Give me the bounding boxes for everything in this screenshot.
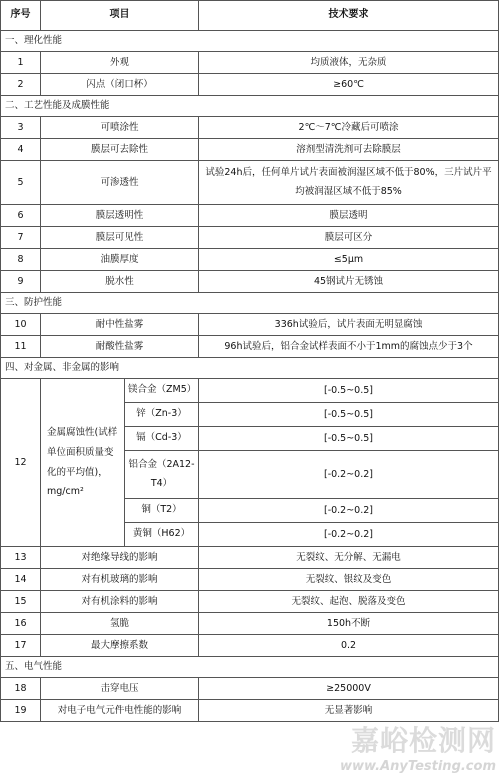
row-num: 2 — [1, 74, 41, 96]
metal-name: 镉（Cd-3） — [125, 427, 199, 451]
row-item: 对绝缘导线的影响 — [41, 547, 199, 569]
row-req: 膜层可区分 — [199, 227, 499, 249]
row-req: ≤5μm — [199, 249, 499, 271]
row-num: 7 — [1, 227, 41, 249]
metal-req: [-0.2~0.2] — [199, 523, 499, 547]
section-title: 五、电气性能 — [1, 657, 499, 678]
row-num: 12 — [1, 379, 41, 547]
section-title: 一、理化性能 — [1, 31, 499, 52]
row-item: 耐中性盐雾 — [41, 314, 199, 336]
row-item: 对有机涂料的影响 — [41, 591, 199, 613]
table-row — [1, 205, 499, 227]
table-row — [1, 336, 499, 358]
row-req: 无裂纹、起泡、脱落及变色 — [199, 591, 499, 613]
row-num: 14 — [1, 569, 41, 591]
header-req: 技术要求 — [199, 1, 499, 31]
metal-req: [-0.5~0.5] — [199, 379, 499, 403]
watermark-en: www.AnyTesting.com — [339, 759, 496, 774]
metal-req: [-0.2~0.2] — [199, 499, 499, 523]
row-item: 最大摩擦系数 — [41, 635, 199, 657]
row-req: 均质液体，无杂质 — [199, 52, 499, 74]
row-item: 对电子电气元件电性能的影响 — [41, 700, 199, 722]
section-row — [1, 293, 499, 314]
row-num: 6 — [1, 205, 41, 227]
table-row — [1, 635, 499, 657]
metal-name: 铜（T2） — [125, 499, 199, 523]
row-req: ≥25000V — [199, 678, 499, 700]
row-req: 无显著影响 — [199, 700, 499, 722]
row-item: 氢脆 — [41, 613, 199, 635]
table-row — [1, 591, 499, 613]
header-item: 项目 — [41, 1, 199, 31]
table-row — [1, 678, 499, 700]
table-row — [1, 74, 499, 96]
row-item: 可喷涂性 — [41, 117, 199, 139]
header-num: 序号 — [1, 1, 41, 31]
row-num: 3 — [1, 117, 41, 139]
section-title: 二、工艺性能及成膜性能 — [1, 96, 499, 117]
row-item: 闪点（闭口杯） — [41, 74, 199, 96]
watermark — [340, 719, 496, 774]
row-req: 2℃～7℃冷藏后可喷涂 — [199, 117, 499, 139]
table-row — [1, 117, 499, 139]
row-item: 击穿电压 — [41, 678, 199, 700]
metal-name: 锌（Zn-3） — [125, 403, 199, 427]
row-num: 9 — [1, 271, 41, 293]
watermark-cn: 嘉峪检测网 — [350, 724, 496, 757]
row-num: 15 — [1, 591, 41, 613]
row-num: 19 — [1, 700, 41, 722]
row-item: 膜层透明性 — [41, 205, 199, 227]
table-header — [1, 1, 499, 31]
row-item: 膜层可去除性 — [41, 139, 199, 161]
row-num: 17 — [1, 635, 41, 657]
row-item: 对有机玻璃的影响 — [41, 569, 199, 591]
section-title: 三、防护性能 — [1, 293, 499, 314]
table-row — [1, 227, 499, 249]
row-num: 5 — [1, 161, 41, 205]
section-row — [1, 31, 499, 52]
table-row — [1, 569, 499, 591]
row-req: 45钢试片无锈蚀 — [199, 271, 499, 293]
row-item: 膜层可见性 — [41, 227, 199, 249]
section-title: 四、对金属、非金属的影响 — [1, 358, 499, 379]
table-row — [1, 161, 499, 205]
table-row — [1, 379, 499, 403]
table-row — [1, 52, 499, 74]
section-row — [1, 96, 499, 117]
table-row — [1, 547, 499, 569]
table-row — [1, 271, 499, 293]
metal-name: 镁合金（ZM5） — [125, 379, 199, 403]
row-item: 耐酸性盐雾 — [41, 336, 199, 358]
metal-req: [-0.5~0.5] — [199, 427, 499, 451]
table-row — [1, 139, 499, 161]
row-num: 11 — [1, 336, 41, 358]
table-row — [1, 249, 499, 271]
row-req: 溶剂型清洗剂可去除膜层 — [199, 139, 499, 161]
row-req: 试验24h后，任何单片试片表面被润湿区域不低于80%，三片试片平均被润湿区域不低于85% — [199, 161, 499, 205]
row-item: 脱水性 — [41, 271, 199, 293]
row-num: 16 — [1, 613, 41, 635]
row-item: 可渗透性 — [41, 161, 199, 205]
row-req: 无裂纹、银纹及变色 — [199, 569, 499, 591]
table-row — [1, 613, 499, 635]
table-row — [1, 314, 499, 336]
section-row — [1, 657, 499, 678]
row-item: 金属腐蚀性(试样单位面积质量变化的平均值)，mg/cm² — [41, 379, 125, 547]
row-num: 8 — [1, 249, 41, 271]
metal-req: [-0.5~0.5] — [199, 403, 499, 427]
metal-name: 黄铜（H62） — [125, 523, 199, 547]
table-row — [1, 700, 499, 722]
row-req: 膜层透明 — [199, 205, 499, 227]
row-req: 无裂纹、无分解、无漏电 — [199, 547, 499, 569]
row-num: 4 — [1, 139, 41, 161]
row-req: 150h不断 — [199, 613, 499, 635]
row-req: 96h试验后，铝合金试样表面不小于1mm的腐蚀点少于3个 — [199, 336, 499, 358]
metal-req: [-0.2~0.2] — [199, 451, 499, 499]
row-num: 13 — [1, 547, 41, 569]
row-num: 1 — [1, 52, 41, 74]
row-item: 外观 — [41, 52, 199, 74]
row-req: ≥60℃ — [199, 74, 499, 96]
row-num: 10 — [1, 314, 41, 336]
row-item: 油膜厚度 — [41, 249, 199, 271]
metal-name: 铝合金（2A12-T4） — [125, 451, 199, 499]
row-num: 18 — [1, 678, 41, 700]
row-req: 0.2 — [199, 635, 499, 657]
row-req: 336h试验后，试片表面无明显腐蚀 — [199, 314, 499, 336]
section-row — [1, 358, 499, 379]
